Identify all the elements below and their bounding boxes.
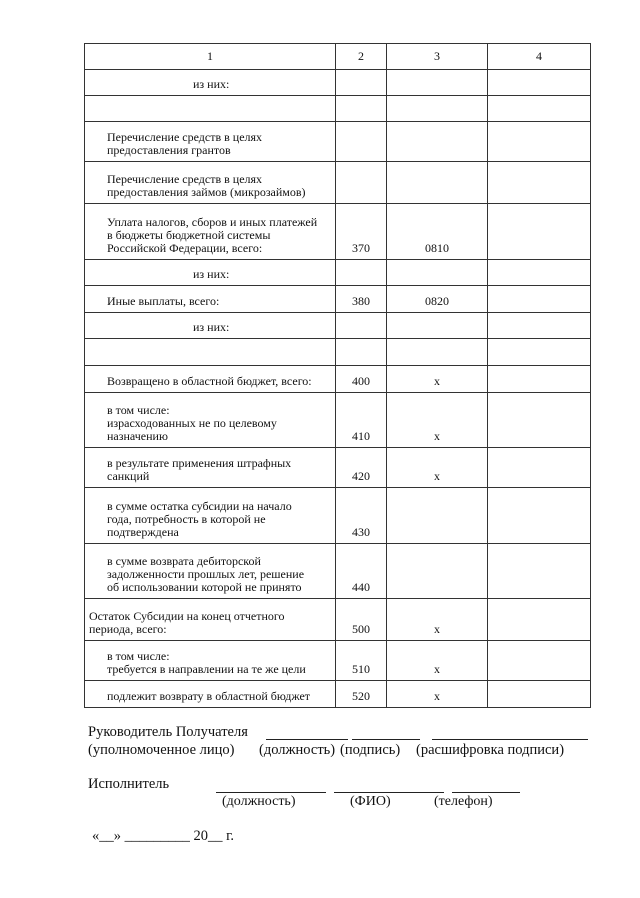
row-value xyxy=(488,204,591,260)
row-value xyxy=(488,70,591,96)
row-line xyxy=(387,313,488,339)
row-code: 420 xyxy=(336,448,387,488)
row-label xyxy=(85,339,336,366)
table-row xyxy=(85,70,591,96)
head-label: Руководитель Получателя xyxy=(88,724,248,740)
sign-caption: (подпись) xyxy=(340,742,401,758)
table-row xyxy=(85,286,591,313)
row-value xyxy=(488,393,591,448)
row-line: 0810 xyxy=(387,204,488,260)
row-value xyxy=(488,599,591,641)
date-line: «__» _________ 20__ г. xyxy=(92,828,235,844)
table-row xyxy=(85,204,591,260)
row-value xyxy=(488,162,591,204)
row-line xyxy=(387,260,488,286)
row-line xyxy=(387,122,488,162)
table-row xyxy=(85,313,591,339)
row-label: Уплата налогов, сборов и иных платежей в бюджеты бюджетной системы Российской Федерации, всего: xyxy=(85,204,336,260)
table-row xyxy=(85,641,591,681)
row-line: 0820 xyxy=(387,286,488,313)
row-label: Возвращено в областной бюджет, всего: xyxy=(85,366,336,393)
row-code: 520 xyxy=(336,681,387,708)
row-line xyxy=(387,162,488,204)
row-label: в том числе: израсходованных не по целевому назначению xyxy=(85,393,336,448)
row-label: из них: xyxy=(85,260,336,286)
exec-position-caption: (должность) xyxy=(222,794,296,809)
table-header-row xyxy=(85,44,591,70)
table-row xyxy=(85,448,591,488)
table-row xyxy=(85,488,591,544)
row-value xyxy=(488,122,591,162)
row-code: 430 xyxy=(336,488,387,544)
row-label: в результате применения штрафных санкций xyxy=(85,448,336,488)
table-row xyxy=(85,681,591,708)
row-code xyxy=(336,70,387,96)
header-col-1: 1 xyxy=(85,44,336,70)
row-label: Иные выплаты, всего: xyxy=(85,286,336,313)
head-sub-label: (уполномоченное лицо) xyxy=(88,742,235,758)
row-code: 380 xyxy=(336,286,387,313)
row-line: х xyxy=(387,448,488,488)
row-value xyxy=(488,641,591,681)
table-row xyxy=(85,260,591,286)
executor-phone-line[interactable] xyxy=(452,792,520,793)
row-label: из них: xyxy=(85,70,336,96)
row-line: х xyxy=(387,641,488,681)
row-value xyxy=(488,366,591,393)
row-label: подлежит возврату в областной бюджет xyxy=(85,681,336,708)
row-line: х xyxy=(387,681,488,708)
row-label: в сумме возврата дебиторской задолженности прошлых лет, решение об использовании которой не принято xyxy=(85,544,336,599)
row-label: в том числе: требуется в направлении на те же цели xyxy=(85,641,336,681)
table-row xyxy=(85,544,591,599)
row-line xyxy=(387,544,488,599)
phone-caption: (телефон) xyxy=(434,794,493,809)
decode-caption: (расшифровка подписи) xyxy=(416,742,565,758)
table-row xyxy=(85,339,591,366)
row-label: в сумме остатка субсидии на начало года, потребность в которой не подтверждена xyxy=(85,488,336,544)
row-code: 510 xyxy=(336,641,387,681)
executor-fio-line[interactable] xyxy=(334,792,444,793)
row-label: Перечисление средств в целях предоставления грантов xyxy=(85,122,336,162)
row-value xyxy=(488,339,591,366)
row-value xyxy=(488,286,591,313)
row-line xyxy=(387,339,488,366)
row-value xyxy=(488,448,591,488)
row-code: 400 xyxy=(336,366,387,393)
row-code xyxy=(336,313,387,339)
table-row xyxy=(85,366,591,393)
header-col-4: 4 xyxy=(488,44,591,70)
row-label: из них: xyxy=(85,313,336,339)
row-line xyxy=(387,96,488,122)
row-line: х xyxy=(387,599,488,641)
row-value xyxy=(488,260,591,286)
table-row xyxy=(85,599,591,641)
position-caption: (должность) xyxy=(259,742,336,758)
row-value xyxy=(488,96,591,122)
row-label xyxy=(85,96,336,122)
row-code: 440 xyxy=(336,544,387,599)
table-row xyxy=(85,96,591,122)
report-table xyxy=(84,43,591,708)
row-code: 370 xyxy=(336,204,387,260)
header-col-3: 3 xyxy=(387,44,488,70)
fio-caption: (ФИО) xyxy=(350,794,391,809)
row-code: 410 xyxy=(336,393,387,448)
row-code xyxy=(336,339,387,366)
head-decode-line[interactable] xyxy=(432,739,588,740)
row-code xyxy=(336,122,387,162)
row-value xyxy=(488,544,591,599)
row-code xyxy=(336,260,387,286)
header-col-2: 2 xyxy=(336,44,387,70)
row-line: х xyxy=(387,366,488,393)
row-value xyxy=(488,488,591,544)
executor-label: Исполнитель xyxy=(88,776,170,792)
row-code xyxy=(336,96,387,122)
head-sign-line[interactable] xyxy=(352,739,420,740)
table-row xyxy=(85,393,591,448)
head-position-line[interactable] xyxy=(266,739,348,740)
table-row xyxy=(85,122,591,162)
row-line: х xyxy=(387,393,488,448)
executor-position-line[interactable] xyxy=(216,792,326,793)
row-code xyxy=(336,162,387,204)
row-value xyxy=(488,681,591,708)
row-line xyxy=(387,488,488,544)
row-label: Остаток Субсидии на конец отчетного периода, всего: xyxy=(85,599,336,641)
row-label: Перечисление средств в целях предоставления займов (микрозаймов) xyxy=(85,162,336,204)
table-row xyxy=(85,162,591,204)
row-code: 500 xyxy=(336,599,387,641)
row-line xyxy=(387,70,488,96)
row-value xyxy=(488,313,591,339)
